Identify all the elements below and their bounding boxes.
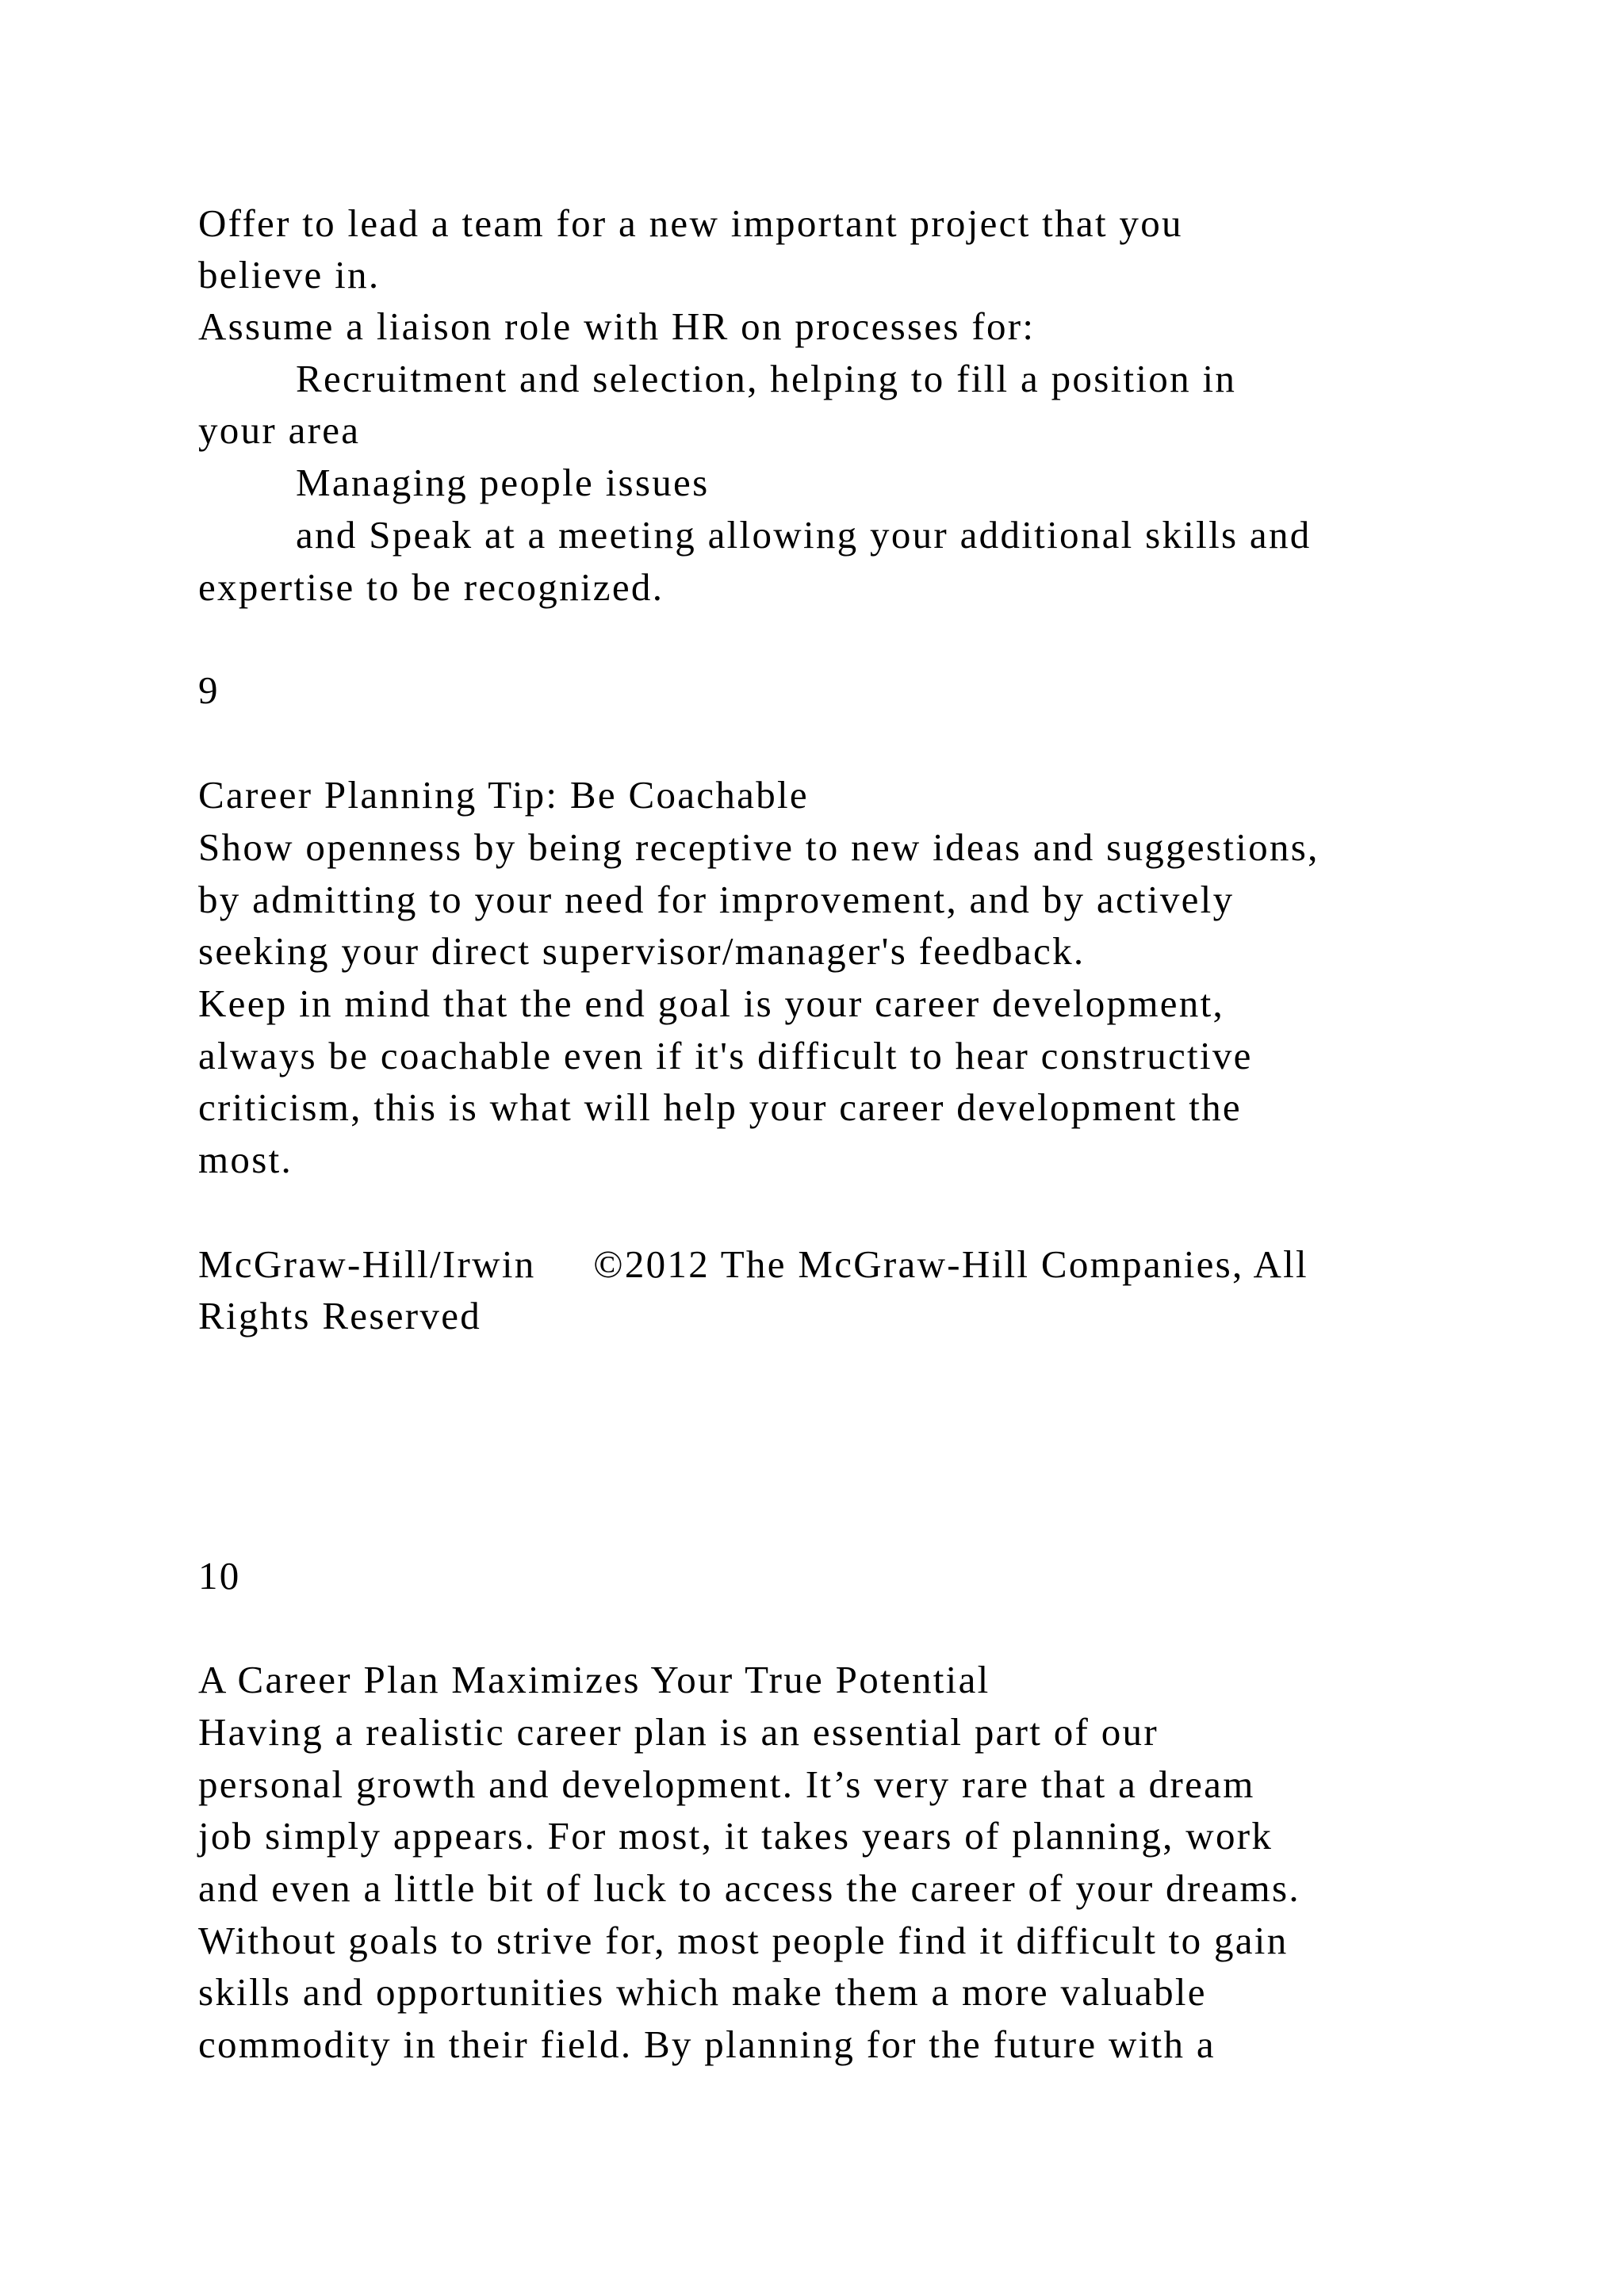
text-line: Keep in mind that the end goal is your career development, bbox=[198, 982, 1225, 1025]
copyright-line: Rights Reserved bbox=[198, 1294, 482, 1337]
text-line: and Speak at a meeting allowing your additional skills and bbox=[296, 513, 1312, 557]
slide-number: 9 bbox=[198, 668, 220, 712]
section-heading: A Career Plan Maximizes Your True Potential bbox=[198, 1658, 990, 1701]
text-line: Assume a liaison role with HR on processes for: bbox=[198, 304, 1036, 348]
text-line: job simply appears. For most, it takes years of planning, work bbox=[198, 1814, 1274, 1858]
text-line: commodity in their field. By planning for the future with a bbox=[198, 2022, 1216, 2066]
text-line: Without goals to strive for, most people find it difficult to gain bbox=[198, 1919, 1289, 1962]
text-line: criticism, this is what will help your career development the bbox=[198, 1085, 1242, 1129]
text-line: always be coachable even if it's difficult to hear constructive bbox=[198, 1034, 1253, 1077]
text-line: expertise to be recognized. bbox=[198, 565, 665, 609]
text-line: Having a realistic career plan is an essential part of our bbox=[198, 1710, 1159, 1754]
text-line: and even a little bit of luck to access the career of your dreams. bbox=[198, 1866, 1300, 1910]
section-heading: Career Planning Tip: Be Coachable bbox=[198, 773, 809, 817]
text-line: Offer to lead a team for a new important project that you bbox=[198, 201, 1183, 245]
text-line: your area bbox=[198, 408, 361, 452]
text-line: most. bbox=[198, 1138, 293, 1181]
text-line: Show openness by being receptive to new ideas and suggestions, bbox=[198, 825, 1320, 869]
slide-number: 10 bbox=[198, 1554, 241, 1598]
text-line: personal growth and development. It’s very rare that a dream bbox=[198, 1762, 1255, 1806]
text-line: Recruitment and selection, helping to fill a position in bbox=[296, 357, 1237, 400]
text-line: Managing people issues bbox=[296, 461, 710, 504]
copyright-line: McGraw-Hill/Irwin ©2012 The McGraw-Hill Companies, All bbox=[198, 1242, 1308, 1286]
text-line: seeking your direct supervisor/manager's feedback. bbox=[198, 929, 1086, 973]
text-line: by admitting to your need for improvement, and by actively bbox=[198, 878, 1235, 921]
text-line: skills and opportunities which make them a more valuable bbox=[198, 1970, 1207, 2014]
text-line: believe in. bbox=[198, 253, 381, 297]
